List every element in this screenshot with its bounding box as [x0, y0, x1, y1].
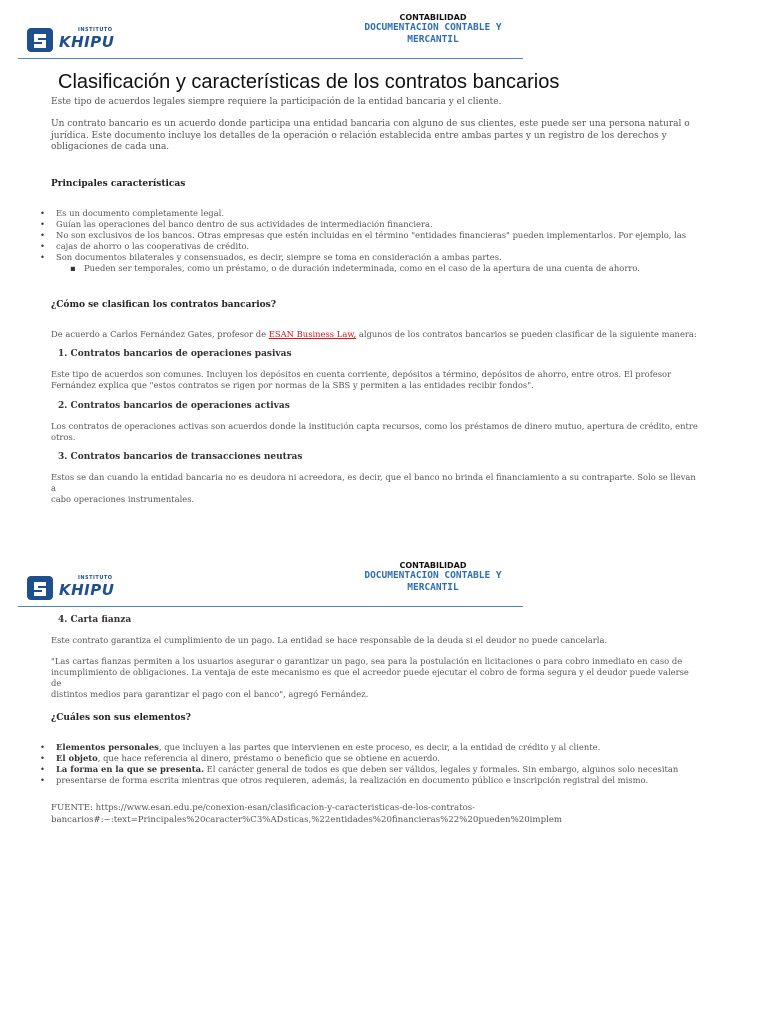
source-reference — [51, 802, 701, 826]
features-list — [40, 208, 700, 274]
header-course-line: MERCANTIL — [407, 34, 459, 45]
header-course-line: MERCANTIL — [407, 582, 459, 593]
list-item — [40, 764, 700, 775]
paragraph-line: Este tipo de acuerdos son comunes. Incluyen los depósitos en cuenta corriente, depósitos a término, depósitos de ahorro, entre otros. El profesor — [51, 369, 672, 379]
page-header — [18, 0, 523, 59]
list-item-continuation — [40, 775, 700, 786]
paragraph-line: otros. — [51, 432, 76, 442]
header-subject: CONTABILIDAD — [399, 561, 467, 570]
source-line: bancarios#:~:text=Principales%20caracter%C3%ADsticas,%22entidades%20financieras%22%20pueden%20implem — [51, 815, 563, 825]
list-item — [40, 742, 700, 753]
section-1-heading: 1. Contratos bancarios de operaciones pasivas — [58, 349, 292, 359]
list-item — [40, 753, 700, 764]
definition-paragraph — [51, 119, 701, 154]
page-header — [18, 548, 523, 607]
element-title: El objeto — [56, 753, 98, 763]
source-line: FUENTE: https://www.esan.edu.pe/conexion-esan/clasificacion-y-caracteristicas-de-los-contratos- — [51, 803, 476, 813]
features-heading: Principales características — [51, 179, 186, 189]
element-text: presentarse de forma escrita mientras que otros requieren, además, la realización en documento público e inscripción registral del mismo. — [56, 775, 649, 785]
list-item-continuation — [40, 241, 700, 252]
section-4-heading: 4. Carta fianza — [58, 615, 132, 625]
list-subitem: ▪ Pueden ser temporales, como un préstamo, o de duración indeterminada, como en el caso de la apertura de una cuenta de ahorro. — [40, 263, 700, 274]
list-item: • Son documentos bilaterales y consensuados, es decir, siempre se toma en consideración a ambas partes. — [40, 252, 700, 263]
header-course-line: DOCUMENTACION CONTABLE Y — [364, 22, 502, 33]
paragraph-line: incumplimiento de obligaciones. La ventaja de este mecanismo es que el acreedor puede ejecutar el cobro de forma segura y el deudor puede valerse de — [51, 667, 689, 688]
khipu-logo-icon — [26, 574, 54, 602]
section-2-heading: 2. Contratos bancarios de operaciones activas — [58, 401, 290, 411]
paragraph-line: cabo operaciones instrumentales. — [51, 494, 195, 504]
header-course — [348, 22, 518, 46]
section-4-text: Este contrato garantiza el cumplimiento de un pago. La entidad se hace responsable de la deuda si el deudor no puede cancelarla. — [51, 635, 608, 645]
quote-paragraph — [51, 656, 701, 700]
logo-name: KHIPU — [59, 33, 115, 51]
section-3-text — [51, 472, 701, 505]
element-title: Elementos personales — [56, 742, 159, 752]
khipu-logo-icon — [26, 26, 54, 54]
element-title: La forma en la que se presenta. — [56, 764, 204, 774]
element-text: , que incluyen a las partes que intervienen en este proceso, es decir, a la entidad de crédito y al cliente. — [158, 742, 601, 752]
element-text: , que hace referencia al dinero, préstamo o beneficio que se obtiene en acuerdo. — [97, 753, 440, 763]
paragraph-line: distintos medios para garantizar el pago con el banco", agregó Fernández. — [51, 689, 369, 699]
list-item-text: cajas de ahorro o las cooperativas de crédito. — [56, 241, 250, 251]
elements-list — [40, 742, 700, 786]
paragraph-line: Un contrato bancario es un acuerdo donde participa una entidad bancaria con alguno de sus clientes, este puede ser una persona natural o — [51, 119, 690, 129]
classify-intro — [51, 329, 701, 340]
paragraph-line: "Las cartas fianzas permiten a los usuarios asegurar o garantizar un pago, sea para la postulación en licitaciones o para cobro inmediato en caso de — [51, 656, 683, 666]
khipu-logo — [26, 574, 126, 604]
logo-subtitle: INSTITUTO — [78, 575, 113, 581]
classify-intro-pre: De acuerdo a Carlos Fernández Gates, profesor de — [51, 329, 269, 339]
element-text: El carácter general de todos es que deben ser válidos, legales y formales. Sin embargo, algunos solo necesitan — [203, 764, 679, 774]
section-1-text — [51, 369, 701, 391]
list-item: • Guían las operaciones del banco dentro de sus actividades de intermediación financiera. — [40, 219, 700, 230]
paragraph-line: Fernández explica que "estos contratos se rigen por normas de la SBS y permiten a las entidades recibir fondos". — [51, 380, 534, 390]
section-2-text — [51, 421, 701, 443]
paragraph-line: obligaciones de cada una. — [51, 142, 170, 153]
logo-name: KHIPU — [59, 581, 115, 599]
list-item: • No son exclusivos de los bancos. Otras empresas que estén incluidas en el término "entidades financieras" pueden implementarlos. Por ejemplo, las — [40, 230, 700, 241]
header-course — [348, 570, 518, 594]
intro-text: Este tipo de acuerdos legales siempre requiere la participación de la entidad bancaria y el cliente. — [51, 97, 502, 107]
esan-business-law-link[interactable]: ESAN Business Law, — [268, 329, 357, 339]
logo-subtitle: INSTITUTO — [78, 27, 113, 33]
paragraph-line: Los contratos de operaciones activas son acuerdos donde la institución capta recursos, como los préstamos de dinero mutuo, apertura de crédito, entre — [51, 421, 698, 431]
header-subject: CONTABILIDAD — [399, 13, 467, 22]
header-course-line: DOCUMENTACION CONTABLE Y — [364, 570, 502, 581]
document-page-2 — [0, 548, 768, 1024]
khipu-logo — [26, 26, 126, 56]
section-3-heading: 3. Contratos bancarios de transacciones neutras — [58, 452, 303, 462]
paragraph-line: jurídica. Este documento incluye los detalles de la operación o relación establecida entre ambas partes y un registro de los derechos y — [51, 130, 667, 141]
classify-heading: ¿Cómo se clasifican los contratos bancarios? — [51, 300, 276, 310]
classify-intro-post: algunos de los contratos bancarios se pueden clasificar de la siguiente manera: — [356, 329, 697, 339]
list-item: • Es un documento completamente legal. — [40, 208, 700, 219]
paragraph-line: Estos se dan cuando la entidad bancaria no es deudora ni acreedora, es decir, que el banco no brinda el financiamiento a su contraparte. Solo se llevan a — [51, 472, 696, 493]
elements-heading: ¿Cuáles son sus elementos? — [51, 713, 191, 723]
page-title: Clasificación y características de los contratos bancarios — [58, 71, 560, 93]
